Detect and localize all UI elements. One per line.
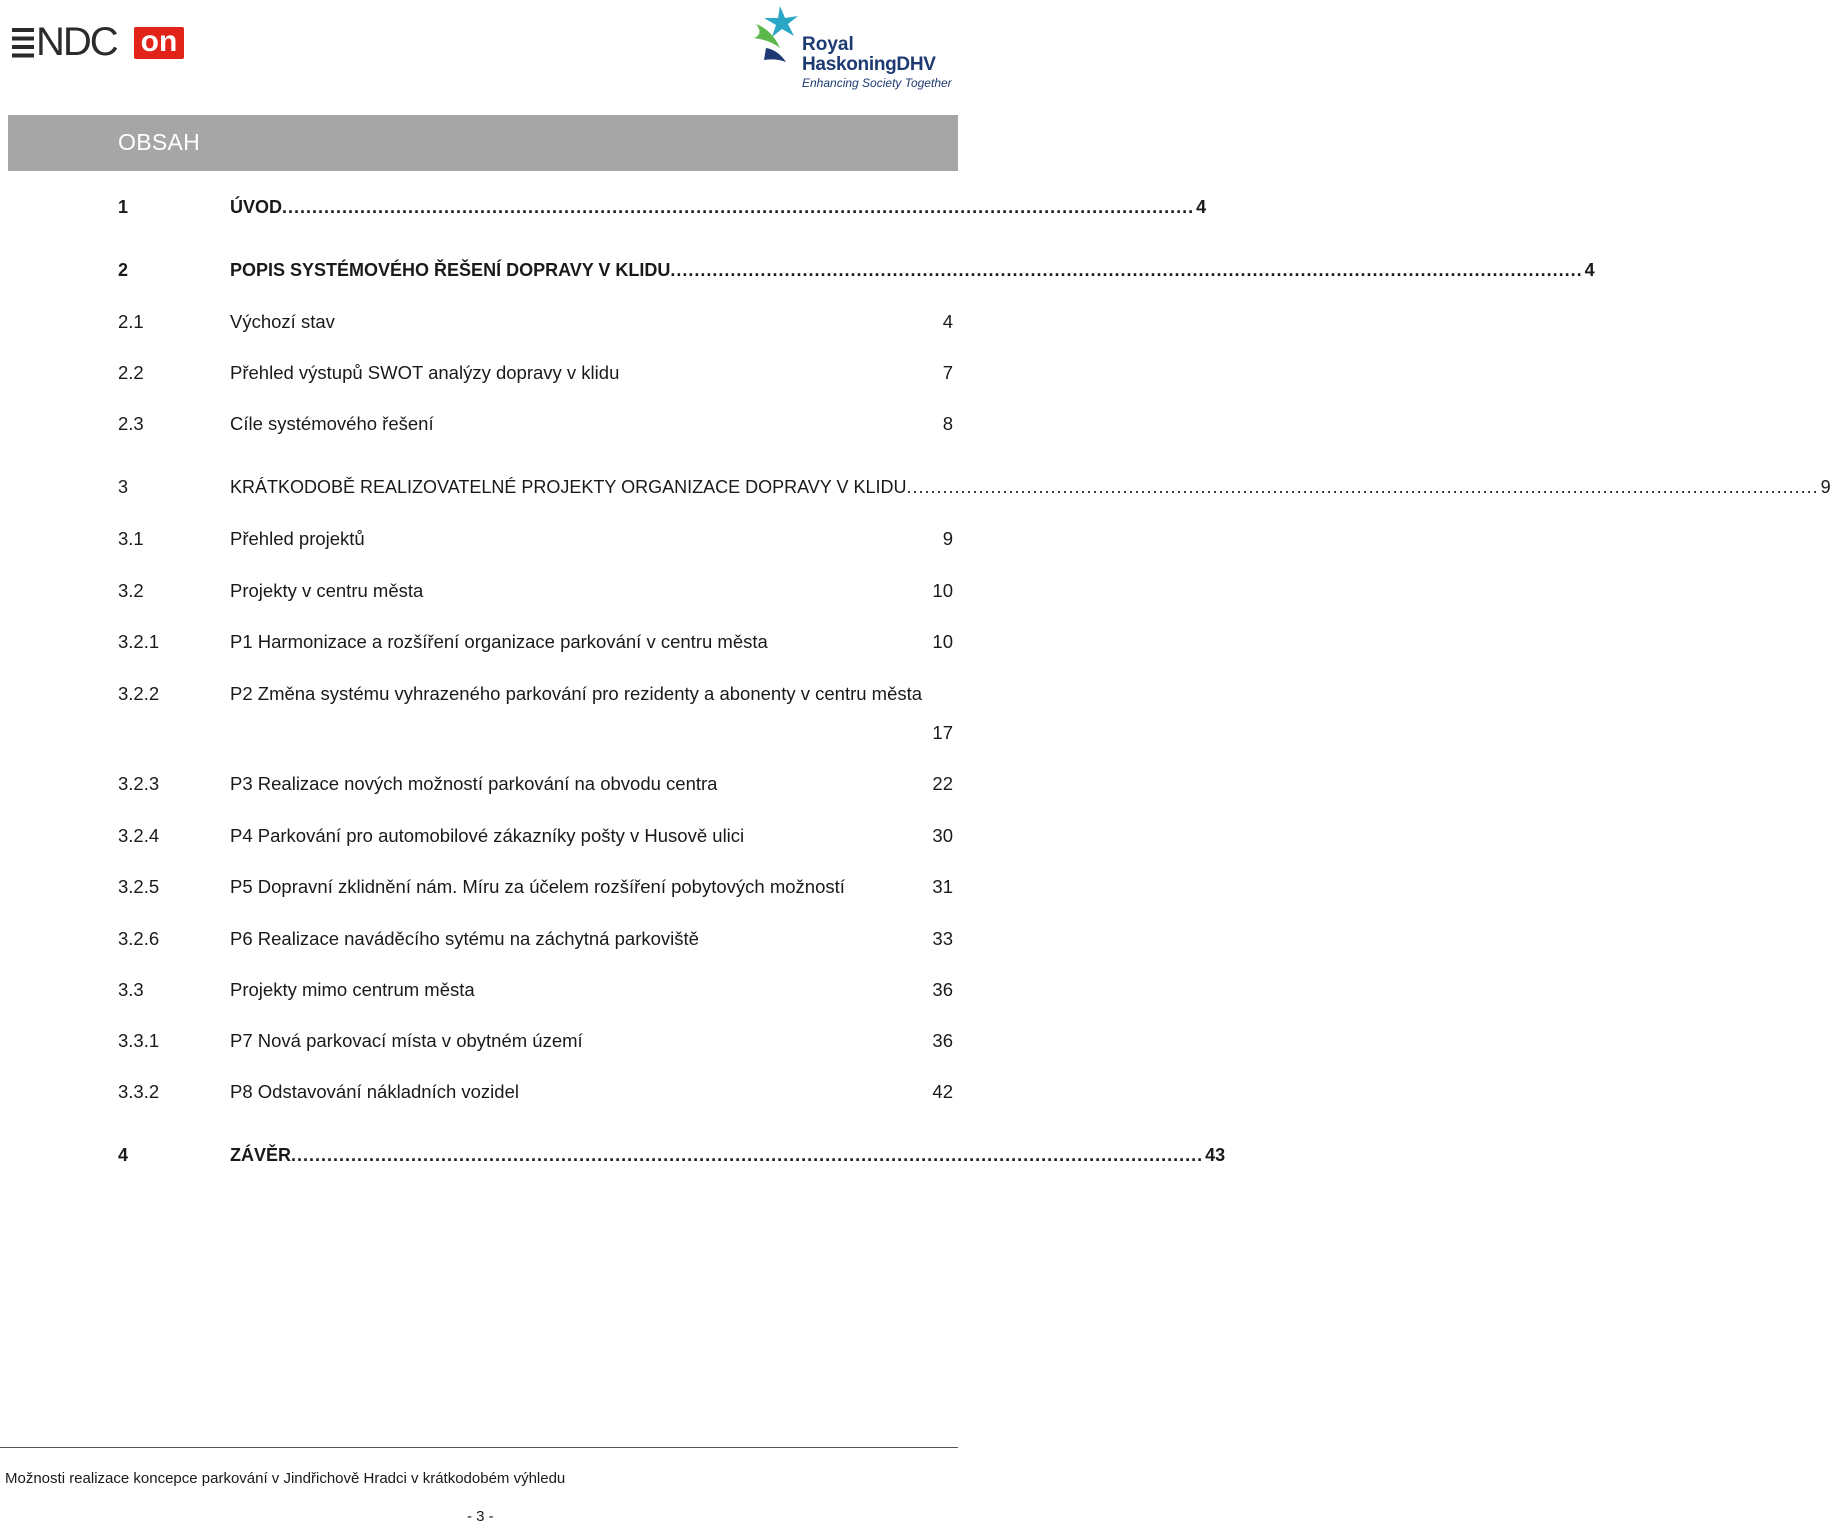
- toc-entry-title: P4 Parkování pro automobilové zákazníky pošty v Husově ulici: [230, 825, 745, 846]
- toc-entry-title: P2 Změna systému vyhrazeného parkování pro rezidenty a abonenty v centru města: [230, 683, 923, 704]
- footer-divider: [0, 1447, 958, 1448]
- toc-entry-title: Projekty v centru města: [230, 580, 424, 601]
- toc-title: OBSAH: [118, 129, 201, 155]
- toc-entry-page: 4: [942, 311, 953, 332]
- toc-entry-title: P1 Harmonizace a rozšíření organizace parkování v centru města: [230, 631, 768, 652]
- toc-entry-number: 4: [118, 1145, 129, 1165]
- toc-entry-number: 2: [118, 260, 129, 280]
- toc-entry-number: 3: [118, 477, 129, 497]
- toc-entry-number: 2.1: [118, 311, 144, 332]
- toc-entry-title: P8 Odstavování nákladních vozidel: [230, 1081, 519, 1102]
- toc-entry-page: 10: [932, 580, 953, 601]
- toc-entry-number: 3.2: [118, 580, 144, 601]
- toc-entry-page: 42: [932, 1081, 953, 1102]
- toc-entry-page: 36: [932, 1030, 953, 1051]
- logo-haskoning-text: HaskoningDHV: [802, 54, 936, 75]
- toc-header-band: [8, 115, 958, 171]
- toc-entry-page: 10: [932, 631, 953, 652]
- toc-entry-number: 3.2.4: [118, 825, 160, 846]
- toc-entry-number: 2.3: [118, 413, 144, 434]
- ndcon-bars-icon: [12, 28, 34, 58]
- toc-entry-page: 31: [932, 876, 953, 897]
- toc-entry-title: ZÁVĚR ........................................................................................................................................................ 43: [230, 1145, 1226, 1165]
- toc-entry-number: 3.2.6: [118, 928, 160, 949]
- royal-haskoning-logo: [750, 4, 955, 94]
- toc-entry-title: Projekty mimo centrum města: [230, 979, 475, 1000]
- toc-entry-page: 7: [942, 362, 953, 383]
- toc-entry-title: P7 Nová parkovací místa v obytném území: [230, 1030, 583, 1051]
- logo-royal-text: Royal: [802, 34, 854, 55]
- bird-icon: [750, 4, 802, 66]
- toc-entry-number: 3.3.2: [118, 1081, 160, 1102]
- toc-entry-page: 36: [932, 979, 953, 1000]
- toc-entry-number: 3.1: [118, 528, 144, 549]
- ndc-wordmark: NDC: [36, 20, 117, 64]
- toc-entry-number: 1: [118, 197, 129, 217]
- toc-entry-page: 17: [932, 722, 953, 743]
- logo-tagline: Enhancing Society Together: [802, 76, 952, 90]
- toc-entry-title: Přehled projektů: [230, 528, 365, 549]
- toc-entry-number: 3.2.5: [118, 876, 160, 897]
- toc-entry-number: 3.3.1: [118, 1030, 160, 1051]
- toc-entry-page: 30: [932, 825, 953, 846]
- toc-entry-title: KRÁTKODOBĚ REALIZOVATELNÉ PROJEKTY ORGANIZACE DOPRAVY V KLIDU ........................................................................................................................................................ 9: [230, 477, 1831, 497]
- toc-entry-page: 9: [942, 528, 953, 549]
- toc-entry-title: P3 Realizace nových možností parkování na obvodu centra: [230, 773, 718, 794]
- toc-entry-title: P6 Realizace naváděcího sytému na záchytná parkoviště: [230, 928, 699, 949]
- toc-entry-title: Výchozí stav: [230, 311, 335, 332]
- toc-entry-title: Cíle systémového řešení: [230, 413, 434, 434]
- toc-entry-title: Přehled výstupů SWOT analýzy dopravy v klidu: [230, 362, 620, 383]
- ndc-on-badge: on: [134, 27, 184, 59]
- toc-entry-title: P5 Dopravní zklidnění nám. Míru za účelem rozšíření pobytových možností: [230, 876, 845, 897]
- page-number-label: - 3 -: [467, 1508, 494, 1525]
- toc-entry-number: 3.3: [118, 979, 144, 1000]
- toc-entry-number: 2.2: [118, 362, 144, 383]
- toc-entry-page: 33: [932, 928, 953, 949]
- toc-entry-number: 3.2.1: [118, 631, 160, 652]
- toc-entry-title: POPIS SYSTÉMOVÉHO ŘEŠENÍ DOPRAVY V KLIDU ........................................................................................................................................................ 4: [230, 260, 1595, 280]
- footer-text: Možnosti realizace koncepce parkování v Jindřichově Hradci v krátkodobém výhledu: [5, 1470, 566, 1487]
- toc-entry-number: 3.2.3: [118, 773, 160, 794]
- toc-entry-number: 3.2.2: [118, 683, 160, 704]
- toc-entry-title: ÚVOD ........................................................................................................................................................ 4: [230, 197, 1207, 217]
- toc-entry-page: 22: [932, 773, 953, 794]
- toc-entry-page: 8: [942, 413, 953, 434]
